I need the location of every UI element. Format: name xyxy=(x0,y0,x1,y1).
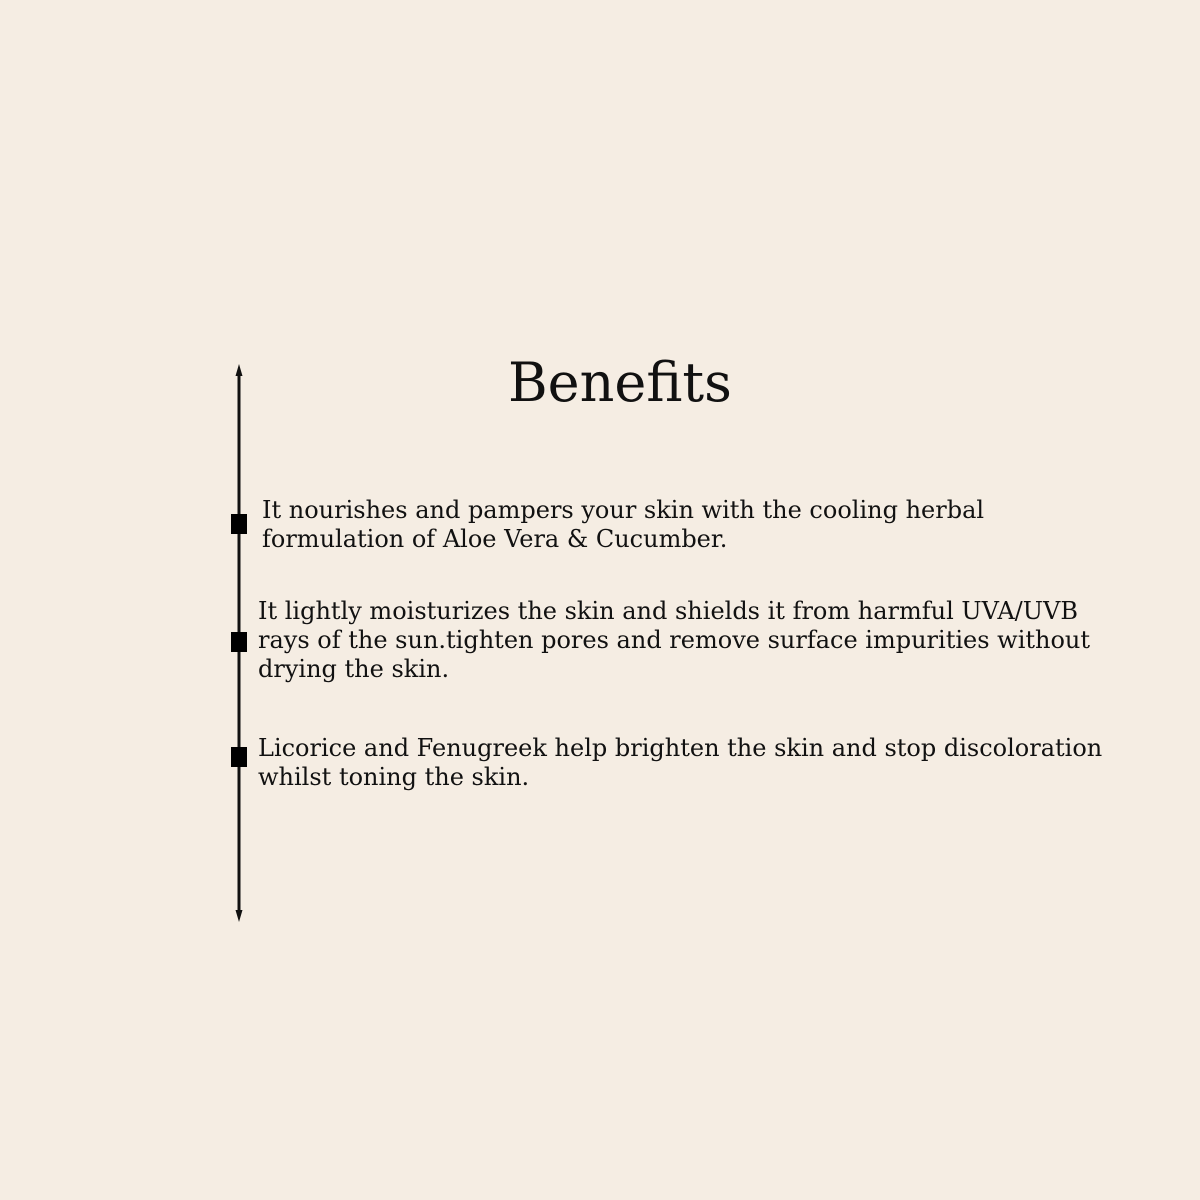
timeline-line xyxy=(228,362,250,924)
benefit-item: It nourishes and pampers your skin with the cooling herbal formulation of Aloe Vera & Cucumber. xyxy=(262,496,985,553)
timeline-marker-1 xyxy=(231,514,247,534)
benefit-item: It lightly moisturizes the skin and shields it from harmful UVA/UVB rays of the sun.tighten pores and remove surface impurities without drying the skin. xyxy=(258,597,1091,683)
arrow-up-icon xyxy=(236,364,243,376)
page-title: Benefits xyxy=(508,351,732,414)
timeline-marker-3 xyxy=(231,747,247,767)
timeline-marker-2 xyxy=(231,632,247,652)
arrow-down-icon xyxy=(236,910,243,922)
benefit-item: Licorice and Fenugreek help brighten the skin and stop discoloration whilst toning the skin. xyxy=(258,734,1103,791)
